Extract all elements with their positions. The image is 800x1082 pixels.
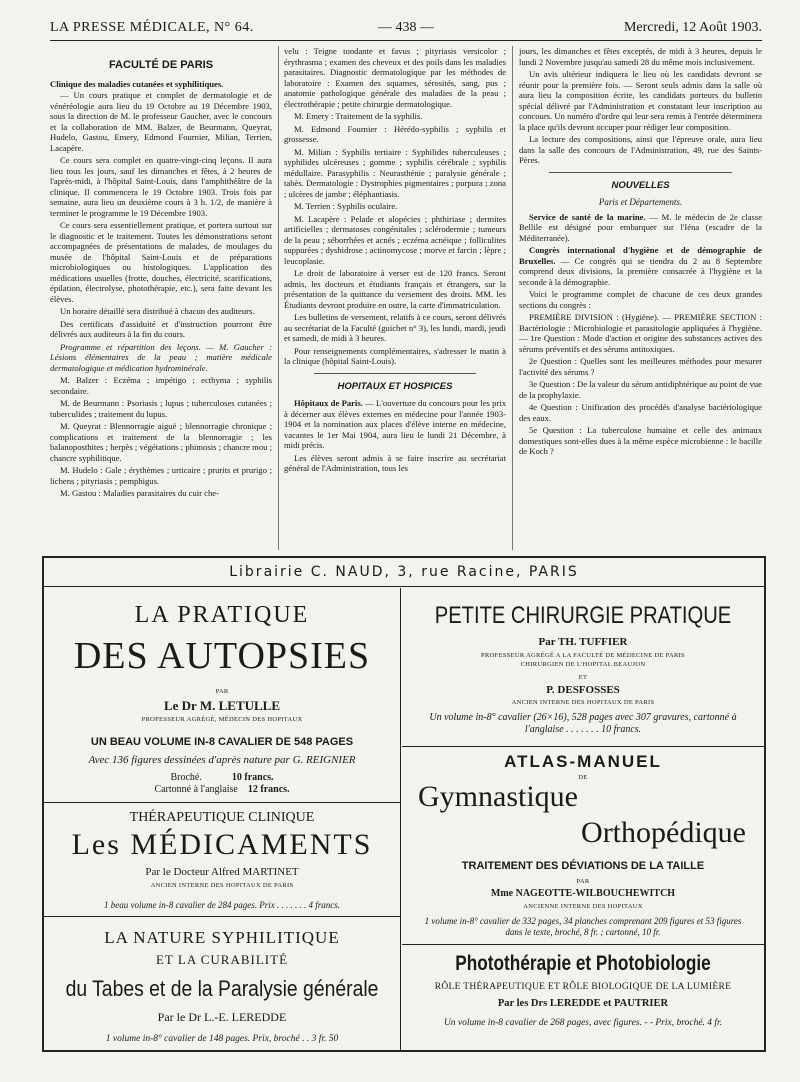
- book-title: Les MÉDICAMENTS: [71, 828, 373, 861]
- article-heading: Hôpitaux de Paris.: [294, 398, 363, 408]
- paragraph: M. Terrien : Syphilis oculaire.: [294, 201, 398, 211]
- section-title-faculte: FACULTÉ DE PARIS: [108, 59, 214, 71]
- book-title: LA PRATIQUE: [134, 602, 310, 628]
- paragraph: Le droit de laboratoire à verser est de 120 francs. Seront admis, les docteurs et étudiants français et étrangers, sur la présentation de la quittance du versement des droits. MM. les Étudiants devront produire en outre, la carte d'immatriculation.: [284, 268, 506, 310]
- paragraph: 2e Question : Quelles sont les meilleures méthodes pour mesurer l'activité des sérums ?: [519, 356, 762, 377]
- paragraph: — Ce congrès qui se tiendra du 2 au 8 Septembre comprend deux divisions, la première consacrée à l'hygiène et la seconde à la démographie.: [519, 255, 762, 287]
- paragraph: M. Hudelo : Gale ; érythèmes ; urticaire ; prurits et prurigo ; lichens ; pityriasis ; pemphigus.: [50, 465, 272, 486]
- paragraph: — Un cours pratique et complet de dermatologie et de vénéréologie aura lieu du 19 Octobre au 19 Décembre 1903, sous la direction de M. le professeur Gaucher, avec le concours et la collaboration de MM. Balzer, de Beurmann, Queyrat, Hudelo, Gastou, Emery, Edmond Fournier, Milian, Terrien, Lacapère.: [50, 90, 272, 153]
- paragraph: Voici le programme complet de chacune de ces deux grandes sections du congrès :: [519, 289, 762, 310]
- conjunction: DE: [578, 774, 588, 781]
- book-title: du Tabes et de la Paralysie générale: [65, 976, 379, 1001]
- figures-info: Avec 136 figures dessinées d'après nature par G. REIGNIER: [88, 754, 356, 766]
- journal-title: LA PRESSE MÉDICALE, N° 64.: [50, 20, 254, 35]
- article-heading: Congrès international d'hygiène et de démographie de Bruxelles.: [519, 245, 762, 266]
- book-subtitle: RÔLE THÉRAPEUTIQUE ET RÔLE BIOLOGIQUE DE LA LUMIÈRE: [434, 982, 732, 992]
- author-name: Le Dr M. LETULLE: [163, 698, 281, 713]
- price-label: Cartonné à l'anglaise: [154, 784, 238, 795]
- by-label: PAR: [215, 688, 229, 695]
- article-heading: Service de santé de la marine.: [529, 211, 646, 222]
- paragraph: — M. le médecin de 2e classe Bellile est désigné pour embarquer sur l'Iéna (escadre de la Méditerranée).: [519, 211, 762, 243]
- book-title: LA NATURE SYPHILITIQUE: [104, 928, 340, 947]
- author-title: ANCIENNE INTERNE DES HOPITAUX: [523, 903, 643, 910]
- volume-info: Un volume in-8 cavalier de 268 pages, avec figures. - - Prix, broché. 4 fr.: [443, 1018, 723, 1028]
- author-name: P. DESFOSSES: [546, 684, 620, 696]
- header-rule: [50, 40, 762, 41]
- ad-right-column: [402, 588, 764, 1050]
- author-name: Par les Drs LEREDDE et PAUTRIER: [497, 998, 669, 1009]
- volume-info: Un volume in-8° cavalier (26×16), 528 pages avec 307 gravures, cartonné à l'anglaise . . . . . . . 10 francs.: [429, 712, 737, 735]
- paragraph: M. de Beurmann : Psoriasis ; lupus ; tuberculoses cutanées ; tuberculides ; traitement du lupus.: [50, 398, 272, 419]
- advertisement-box: [42, 556, 766, 1052]
- price-list: [44, 772, 400, 796]
- paragraph: M. Edmond Fournier : Hérédo-syphilis ; syphilis et grossesse.: [284, 123, 506, 144]
- paragraph: PREMIÈRE DIVISION : (Hygiène). — PREMIÈRE SECTION : Bactériologie : Microbiologie et parasitologie appliquées à l'hygiène. — 1re Question : Mode d'action et origine des substances actives des sérums préventifs et des sérums antitoxiques.: [519, 312, 762, 354]
- paragraph: Des certificats d'assiduité et d'instruction pourront être délivrés aux auditeurs à la fin du cours.: [50, 318, 272, 339]
- paragraph: M. Gastou : Maladies parasitaires du cuir che-: [60, 488, 219, 498]
- paragraph: Ce cours sera essentiellement pratique, et portera surtout sur le diagnostic et le traitement. Toutes les démonstrations seront accompagnées de présentations de malades, de moulages du musée de l'hôpital Saint-Louis et de préparations microbiologiques ou histologiques. L'application des médications usuelles (frotte, douches, électricité, scarifications, épilation, électrolyse, photothérapie, etc.), sera faite devant les élèves.: [50, 220, 272, 304]
- paragraph: Les élèves seront admis à se faire inscrire au secrétariat général de l'Administration, tous les: [284, 452, 506, 473]
- column-divider: [512, 46, 513, 550]
- volume-info: UN BEAU VOLUME IN-8 CAVALIER DE 548 PAGES: [90, 736, 354, 748]
- book-title: Orthopédique: [581, 816, 746, 849]
- author-title: ANCIEN INTERNE DES HOPITAUX DE PARIS: [511, 699, 655, 706]
- issue-date: Mercredi, 12 Août 1903.: [623, 20, 762, 35]
- publisher-banner: Librairie C. NAUD, 3, rue Racine, PARIS: [229, 564, 579, 580]
- book-title: ET LA CURABILITÉ: [155, 952, 289, 967]
- ad-rule: [402, 746, 764, 747]
- book-title: Photothérapie et Photobiologie: [455, 952, 711, 975]
- ad-rule: [44, 916, 400, 917]
- author-title: PROFESSEUR AGRÉGÉ A LA FACULTÉ DE MÉDECINE DE PARIS: [481, 652, 685, 659]
- author-title: PROFESSEUR AGRÉGÉ, MÉDECIN DES HOPITAUX: [141, 716, 303, 723]
- paragraph: M. Milian : Syphilis tertiaire : Syphilides tuberculeuses ; syphilides ulcéreuses ; gomme ; syphilis cérébrale ; syphilis médullaire. Parasyphilis : Neurasthénie ; paralysie générale ; tabès. Dermatologie : Dystrophies pigmentaires ; purpura ; zona ; ulcères de jambe ; éléphantiasis.: [284, 146, 506, 199]
- ad-rule: [44, 586, 764, 587]
- volume-info: 1 volume in-8° cavalier de 332 pages, 34 planches comprenant 209 figures et 53 figures dans le texte, broché, 8 fr. ; cartonné, 10 fr.: [424, 916, 742, 937]
- column-1: [50, 46, 272, 550]
- volume-info: 1 volume in-8° cavalier de 148 pages. Prix, broché . . 3 fr. 50: [105, 1034, 339, 1044]
- book-title: ATLAS-MANUEL: [504, 752, 662, 771]
- paragraph: Un horaire détaillé sera distribué à chacun des auditeurs.: [60, 306, 255, 316]
- paragraph: — L'ouverture du concours pour les prix à décerner aux élèves externes en médecine pour l'année 1903-1904 et la nomination aux places d'élève interne en médecine, vacantes le 1er Mai 1904, aura lieu le lundi 21 Décembre, à midi précis.: [284, 398, 506, 450]
- book-title: DES AUTOPSIES: [73, 635, 371, 677]
- paragraph: M. Balzer : Eczéma ; impétigo ; ecthyma ; syphilis secondaire.: [50, 375, 272, 396]
- price-value: 12 francs.: [247, 784, 290, 795]
- paragraph: jours, les dimanches et fêtes exceptés, de midi à 3 heures, depuis le lundi 2 Novembre jusqu'au samedi 28 du même mois inclusivement.: [519, 46, 762, 67]
- paragraph: 3e Question : De la valeur du sérum antidiphtérique au point de vue de la prophylaxie.: [519, 379, 762, 400]
- volume-info: 1 beau volume in-8 cavalier de 284 pages. Prix . . . . . . . 4 francs.: [104, 900, 340, 910]
- section-title-hopitaux: HOPITAUX ET HOSPICES: [337, 380, 453, 392]
- page-number: — 438 —: [378, 20, 434, 35]
- book-title: PETITE CHIRURGIE PRATIQUE: [434, 602, 732, 629]
- paragraph: 5e Question : La tuberculose humaine et celle des animaux domestiques sont-elles dues à la même espèce microbienne : le bacille de Koch ?: [519, 425, 762, 456]
- author-name: Mme NAGEOTTE-WILBOUCHEWITCH: [490, 888, 676, 899]
- paragraph: Les bulletins de versement, relatifs à ce cours, seront délivrés au secrétariat de la Faculté (guichet n° 3), les lundi, mardi, jeudi et samedi, de midi à 3 heures.: [284, 312, 506, 343]
- ad-rule: [402, 944, 764, 945]
- page-header: [50, 18, 762, 40]
- ad-rule: [44, 802, 400, 803]
- author-name: Par le Dr L.-E. LEREDDE: [157, 1010, 287, 1024]
- author-name: Par TH. TUFFIER: [538, 636, 628, 648]
- section-title-nouvelles: NOUVELLES: [611, 179, 670, 191]
- column-3: [519, 46, 762, 550]
- book-subtitle: THÉRAPEUTIQUE CLINIQUE: [129, 810, 315, 825]
- price-label: Broché.: [170, 772, 202, 783]
- paragraph: La lecture des compositions, ainsi que l'épreuve orale, aura lieu dans la salle des concours de l'Administration, 49, rue des Saints-Pères.: [519, 134, 762, 165]
- paragraph: Ce cours sera complet en quatre-vingt-cinq leçons. Il aura lieu tous les jours, sauf les dimanches et fêtes, à 2 heures de l'après-midi, à l'hôpital Saint-Louis, dans l'amphithéâtre de la clinique. Il commencera le 19 Octobre 1903. Trois fois par semaine, aura lieu un deuxième cours à 3 h. 1/2, de manière à terminer le programme le 19 Décembre 1903.: [50, 155, 272, 218]
- article-heading: Clinique des maladies cutanées et syphilitiques.: [50, 78, 224, 89]
- section-rule: [314, 373, 476, 374]
- column-2: [284, 46, 506, 550]
- book-subtitle: TRAITEMENT DES DÉVIATIONS DE LA TAILLE: [461, 860, 705, 872]
- paragraph: Pour renseignements complémentaires, s'adresser le matin à la clinique (hôpital Saint-Louis).: [284, 345, 506, 366]
- paragraph: velu : Teigne tondante et favus ; pityriasis versicolor ; érythrasma ; examen des cheveux et des poils dans les maladies parasitaires. Diagnostic dermatologique par les méthodes de laboratoire : Examen des squames, sérosités, sang, pus ; anatomie pathologique générale des maladies de la peau ; électrothérapie ; petite chirurgie dermatologique.: [284, 46, 506, 109]
- author-name: Par le Docteur Alfred MARTINET: [145, 866, 299, 878]
- paragraph: M. Queyrat : Blennorragie aiguë ; blennorragie chronique ; complications et traitement de la blennorragie ; les balanoposthites ; herpès ; végétations ; phimosis ; chancre mou ; chancre syphilitique.: [50, 421, 272, 463]
- price-value: 10 francs.: [231, 772, 274, 783]
- ad-divider: [400, 588, 401, 1050]
- author-title: ANCIEN INTERNE DES HOPITAUX DE PARIS: [150, 882, 294, 889]
- book-title: Gymnastique: [418, 780, 578, 813]
- by-label: PAR: [576, 878, 590, 885]
- paragraph: M. Emery : Traitement de la syphilis.: [294, 111, 423, 121]
- conjunction: ET: [578, 674, 588, 681]
- paragraph: M. Lacapère : Pelade et alopécies ; phthiriase ; dermites artificielles ; dermatoses congénitales ; sclérodermie ; tumeurs de la peau ; séborrhées et acnés ; eczéma acnéique ; folliculites suppurées ; dyshidrose ; actinomycose ; morve et farcin ; lèpre ; leucoplasie.: [284, 213, 506, 266]
- paragraph: Programme et répartition des leçons. — M. Gaucher : Lésions élémentaires de la peau ; matière médicale dermatologique et médication hydrominérale.: [50, 341, 272, 373]
- paragraph: Un avis ultérieur indiquera le lieu où les candidats devront se réunir pour la première fois. — Seront seuls admis dans la salle où aura lieu la composition écrite, les candidats porteurs du bulletin spécial délivré par l'Administration et constatant leur inscription au concours. Un numéro d'ordre qui leur sera remis à l'entrée déterminera la place qu'ils devront occuper pour rédiger leur composition.: [519, 69, 762, 132]
- ad-left-column: [44, 588, 400, 1050]
- subsection-title: Paris et Départements.: [598, 197, 683, 207]
- column-divider: [278, 46, 279, 550]
- author-title: CHIRURGIEN DE L'HOPITAL BEAUJON: [520, 661, 646, 668]
- section-rule: [549, 172, 732, 173]
- paragraph: 4e Question : Unification des procédés d'analyse bactériologique des eaux.: [519, 402, 762, 423]
